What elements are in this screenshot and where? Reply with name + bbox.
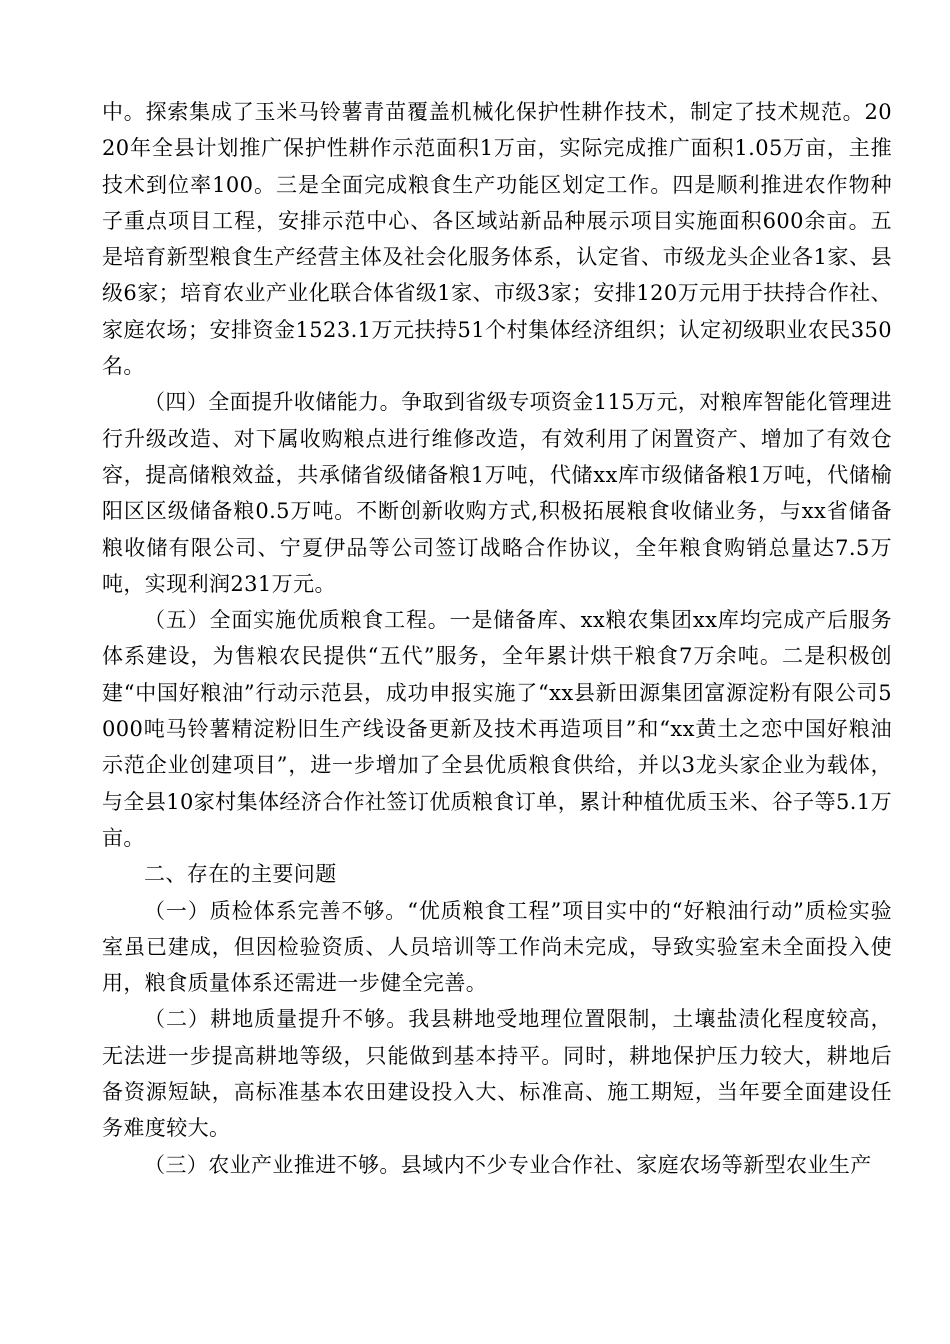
paragraph-agri-industry: （三）农业产业推进不够。县域内不少专业合作社、家庭农场等新型农业生产 [144, 1152, 872, 1177]
paragraph-quality-inspection: （一）质检体系完善不够。“优质粮食工程”项目实中的“好粮油行动”质检实验室虽已建成，但因检验资质、人员培训等工作尚未完成，导致实验室未全面投入使用，粮食质量体系还需进一步健全完善。 [102, 898, 892, 996]
paragraph-storage-capacity: （四）全面提升收储能力。争取到省级专项资金115万元，对粮库智能化管理进行升级改造、对下属收购粮点进行维修改造，有效利用了闲置资产、增加了有效仓容，提高储粮效益，共承储省级储备粮1万吨，代储xx库市级储备粮1万吨，代储榆阳区区级储备粮0.5万吨。不断创新收购方式,积极拓展粮食收储业务，与xx省储备粮收储有限公司、宁夏伊品等公司签订战略合作协议，全年粮食购销总量达7.5万吨，实现利润231万元。 [102, 390, 892, 596]
paragraph-farmland-quality: （二）耕地质量提升不够。我县耕地受地理位置限制，土壤盐渍化程度较高，无法进一步提高耕地等级，只能做到基本持平。同时，耕地保护压力较大，耕地后备资源短缺，高标准基本农田建设投入大、标准高、施工期短，当年要全面建设任务难度较大。 [102, 1007, 892, 1141]
document-page [102, 94, 892, 1183]
paragraph-continuation: 中。探索集成了玉米马铃薯青苗覆盖机械化保护性耕作技术，制定了技术规范。2020年全县计划推广保护性耕作示范面积1万亩，实际完成推广面积1.05万亩，主推技术到位率100。三是全面完成粮食生产功能区划定工作。四是顺利推进农作物种子重点项目工程，安排示范中心、各区域站新品种展示项目实施面积600余亩。五是培育新型粮食生产经营主体及社会化服务体系，认定省、市级龙头企业各1家、县级6家；培育农业产业化联合体省级1家、市级3家；安排120万元用于扶持合作社、家庭农场；安排资金1523.1万元扶持51个村集体经济组织；认定初级职业农民350名。 [102, 100, 892, 379]
section-heading-main-problems: 二、存在的主要问题 [144, 862, 337, 887]
paragraph-quality-grain-project: （五）全面实施优质粮食工程。一是储备库、xx粮农集团xx库均完成产后服务体系建设，为售粮农民提供“五代”服务，全年累计烘干粮食7万余吨。二是积极创建“中国好粮油”行动示范县，成功申报实施了“xx县新田源集团富源淀粉有限公司5000吨马铃薯精淀粉旧生产线设备更新及技术再造项目”和“xx黄土之恋中国好粮油示范企业创建项目”，进一步增加了全县优质粮食供给，并以3龙头家企业为载体，与全县10家村集体经济合作社签订优质粮食订单，累计种植优质玉米、谷子等5.1万亩。 [102, 608, 892, 850]
